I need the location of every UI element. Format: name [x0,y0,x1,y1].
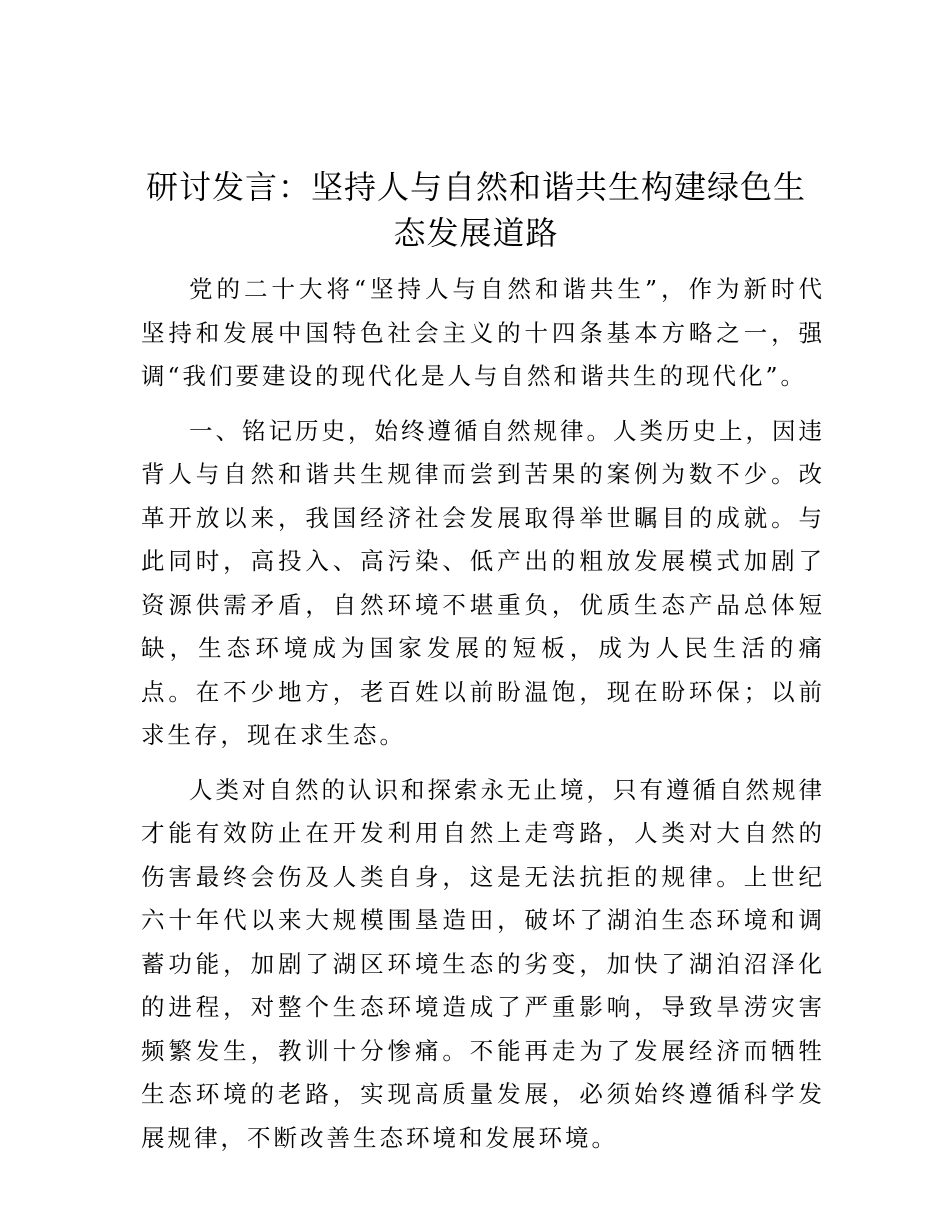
title-line-2: 态发展道路 [393,214,559,252]
document-title [140,164,812,256]
title-line-1: 研讨发言：坚持人与自然和谐共生构建绿色生 [145,168,806,206]
paragraph-section-1: 一、铭记历史，始终遵循自然规律。人类历史上，因违背人与自然和谐共生规律而尝到苦果的案例为数不少。改革开放以来，我国经济社会发展取得举世瞩目的成就。与此同时，高投入、高污染、低产出的粗放发展模式加剧了资源供需矛盾，自然环境不堪重负，优质生态产品总体短缺，生态环境成为国家发展的短板，成为人民生活的痛点。在不少地方，老百姓以前盼温饱，现在盼环保；以前求生存，现在求生态。 [141,416,825,749]
paragraph-intro: 党的二十大将“坚持人与自然和谐共生”，作为新时代坚持和发展中国特色社会主义的十四条基本方略之一，强调“我们要建设的现代化是人与自然和谐共生的现代化”。 [141,275,825,390]
document-body [141,268,825,1171]
paragraph-section-1-continued: 人类对自然的认识和探索永无止境，只有遵循自然规律才能有效防止在开发利用自然上走弯路，人类对大自然的伤害最终会伤及人类自身，这是无法抗拒的规律。上世纪六十年代以来大规模围垦造田，破坏了湖泊生态环境和调蓄功能，加剧了湖区环境生态的劣变，加快了湖泊沼泽化的进程，对整个生态环境造成了严重影响，导致旱涝灾害频繁发生，教训十分惨痛。不能再走为了发展经济而牺牲生态环境的老路，实现高质量发展，必须始终遵循科学发展规律，不断改善生态环境和发展环境。 [141,775,825,1152]
